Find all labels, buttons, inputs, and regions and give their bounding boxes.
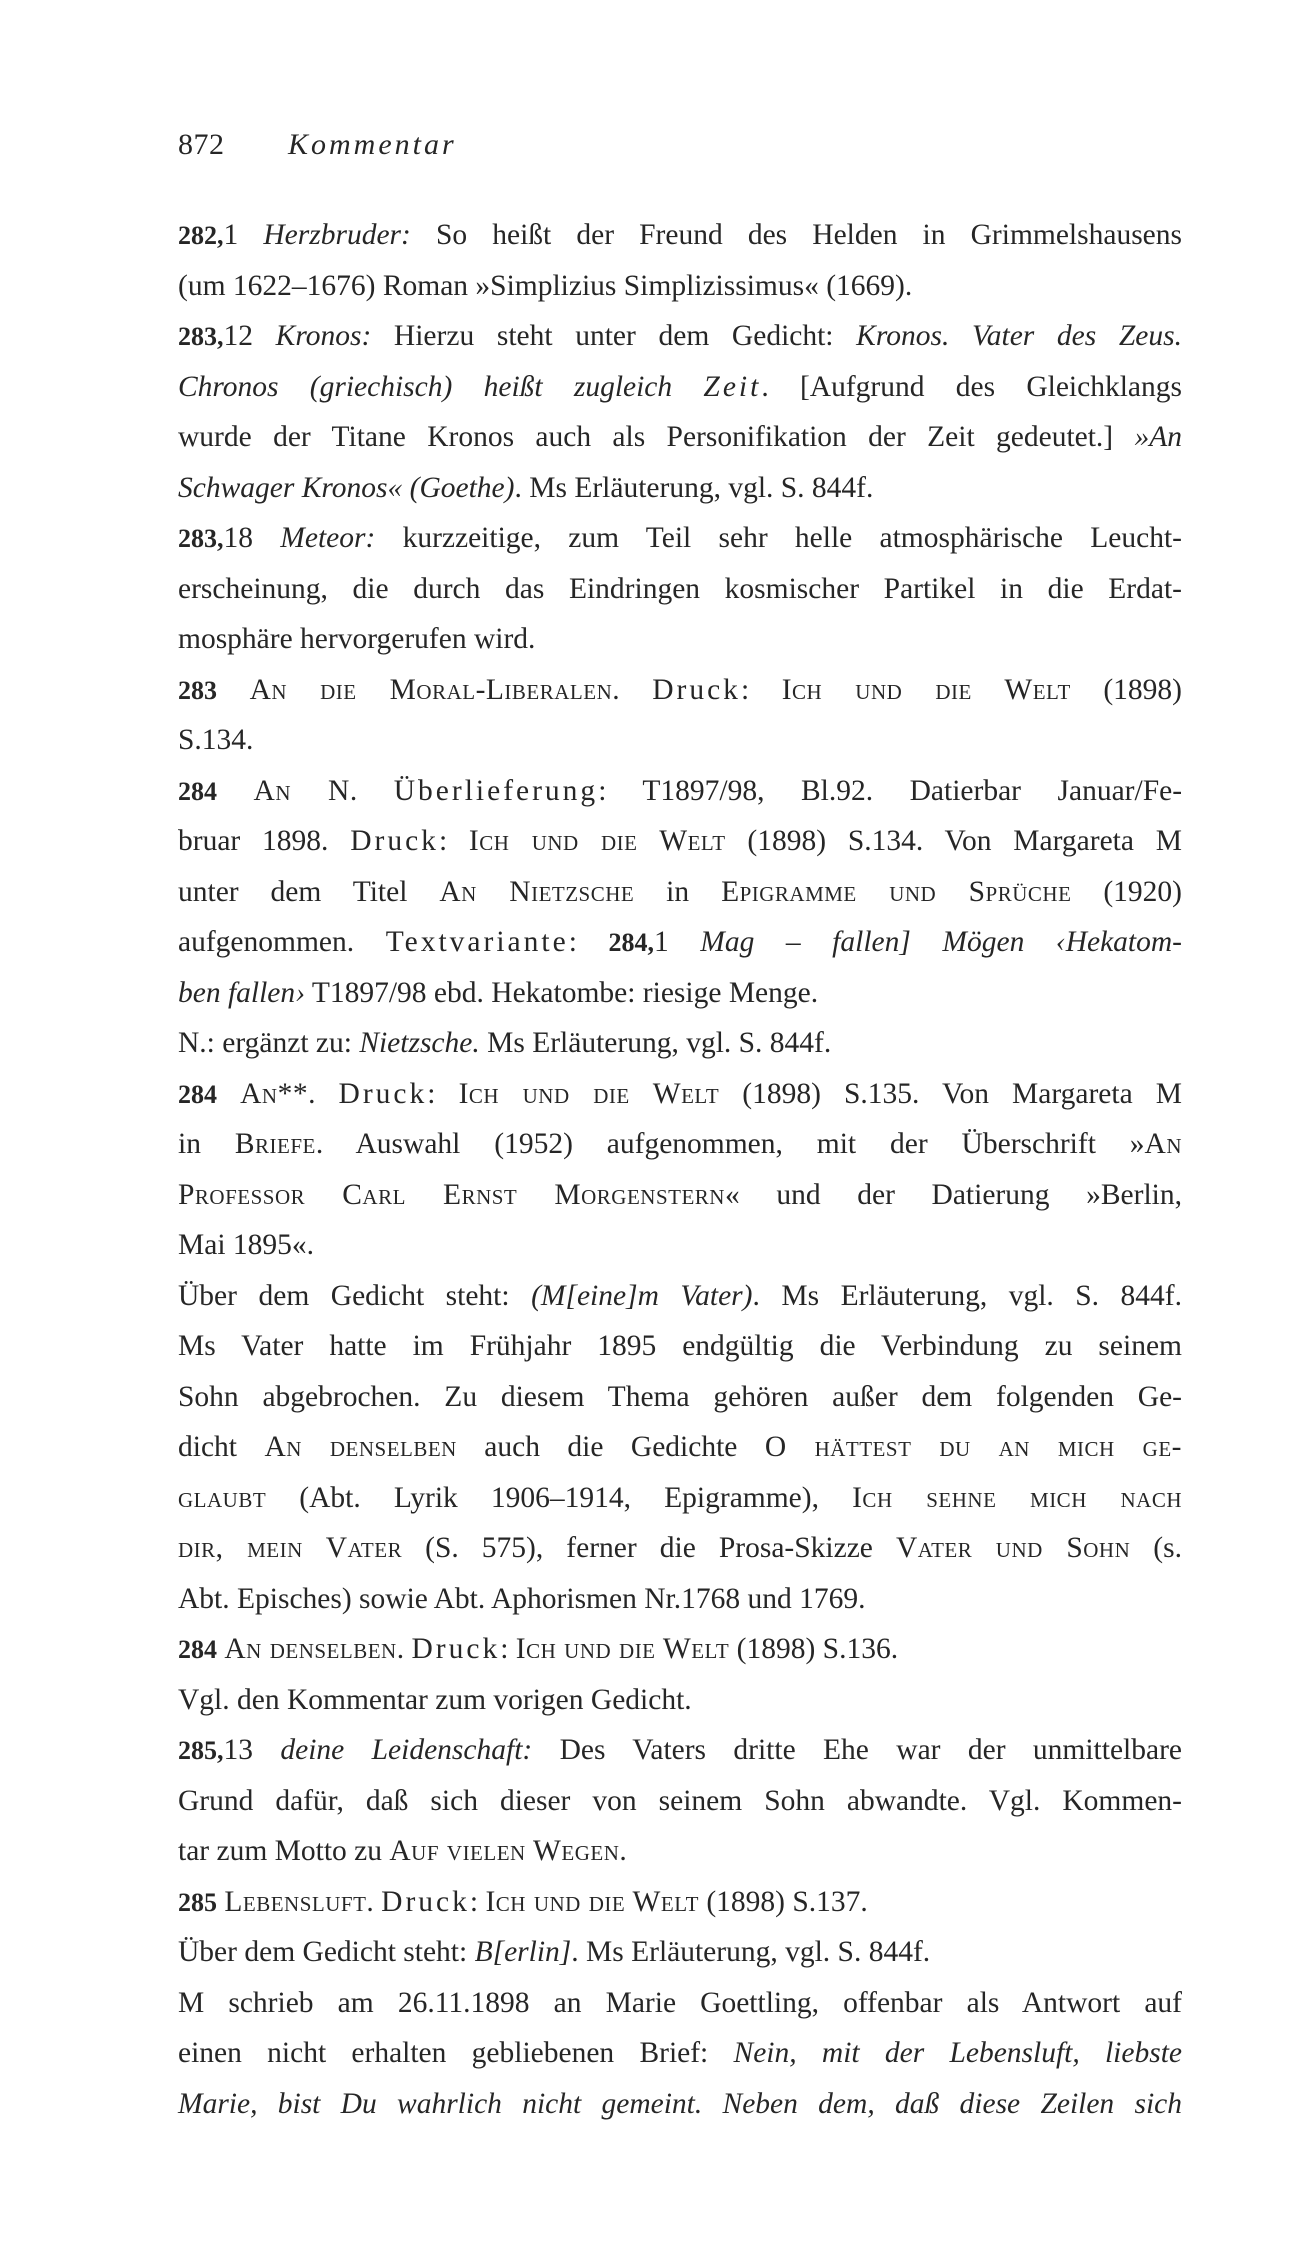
text-segment: (1898) S.137. bbox=[698, 1885, 868, 1918]
text-segment: : bbox=[469, 1885, 486, 1918]
text-segment bbox=[217, 775, 254, 807]
entry-reference: 282, bbox=[178, 221, 224, 250]
text-line bbox=[178, 1877, 1182, 1928]
title-smallcaps: An bbox=[1144, 1128, 1183, 1160]
text-segment: : bbox=[740, 673, 782, 706]
text-segment: . Ms Erläuterung, vgl. S. 844f. bbox=[514, 471, 874, 504]
italic-text: Herzbruder: bbox=[263, 219, 411, 251]
spaced-label: Druck bbox=[338, 1077, 428, 1110]
title-smallcaps: An die Moral-Liberalen bbox=[249, 673, 613, 706]
title-smallcaps: An Nietzsche bbox=[439, 875, 635, 908]
text-segment: Ms Erläuterung, vgl. S. 844f. bbox=[479, 1027, 832, 1059]
entry-reference: 283, bbox=[178, 322, 224, 351]
text-segment: (um 1622–1676) Roman »Simplizius Simplizissimus« (1669). bbox=[178, 269, 913, 302]
title-smallcaps: Vater und Sohn bbox=[895, 1532, 1131, 1564]
text-line bbox=[178, 665, 1182, 716]
entry-reference: 285 bbox=[178, 1887, 217, 1917]
text-segment: erscheinung, die durch das Eindringen kosmischer Partikel in die Erdat- bbox=[178, 572, 1182, 605]
title-smallcaps: Auf vielen Wegen bbox=[389, 1835, 620, 1867]
text-segment: 12 bbox=[223, 320, 276, 352]
text-segment: 13 bbox=[223, 1734, 281, 1766]
text-line bbox=[178, 1473, 1182, 1524]
text-segment: : bbox=[500, 1633, 516, 1665]
text-line bbox=[178, 1927, 1182, 1978]
text-segment: in bbox=[178, 1128, 235, 1160]
text-segment: . Auswahl (1952) aufgenommen, mit der Überschrift » bbox=[315, 1128, 1145, 1160]
text-segment: Über dem Gedicht steht: bbox=[178, 1936, 475, 1968]
text-line bbox=[178, 1776, 1182, 1827]
text-line bbox=[178, 1725, 1182, 1776]
italic-text: »An bbox=[1134, 421, 1182, 453]
italic-text: Chronos (griechisch) heißt zugleich bbox=[178, 370, 704, 403]
italic-text: Zeit bbox=[703, 370, 762, 403]
text-segment: (1898) S.135. Von Margareta M bbox=[719, 1077, 1183, 1110]
text-line bbox=[178, 1069, 1182, 1120]
text-segment: wurde der Titane Kronos auch als Personifikation der Zeit gedeutet.] bbox=[178, 421, 1135, 453]
text-line bbox=[178, 1422, 1182, 1473]
text-segment: N.: ergänzt zu: bbox=[178, 1027, 360, 1059]
spaced-label: Druck bbox=[411, 1633, 501, 1665]
text-line bbox=[178, 1119, 1182, 1170]
entry-reference: 284, bbox=[608, 928, 654, 957]
text-line bbox=[178, 311, 1182, 362]
italic-text: Schwager Kronos« (Goethe) bbox=[178, 471, 515, 504]
text-segment: S.134. bbox=[178, 724, 254, 756]
title-smallcaps: O hättest du an mich ge- bbox=[764, 1431, 1182, 1463]
text-segment: . bbox=[349, 774, 394, 807]
spaced-label: Druck bbox=[350, 825, 439, 857]
commentary-body bbox=[178, 210, 1182, 2129]
text-segment: : bbox=[568, 926, 609, 958]
title-smallcaps: Ich und die Welt bbox=[781, 673, 1071, 706]
text-line bbox=[178, 1624, 1182, 1675]
title-smallcaps: Briefe bbox=[234, 1128, 316, 1160]
entry-reference: 285, bbox=[178, 1736, 224, 1765]
text-segment: T1897/98 ebd. Hekatombe: riesige Menge. bbox=[304, 976, 819, 1009]
text-line bbox=[178, 766, 1182, 817]
italic-text: Nein, mit der Lebensluft, liebste bbox=[733, 2037, 1182, 2069]
text-line bbox=[178, 2028, 1182, 2079]
text-line bbox=[178, 261, 1182, 312]
text-segment bbox=[217, 1078, 240, 1110]
italic-text: Kronos: bbox=[275, 320, 372, 352]
italic-text: Meteor: bbox=[280, 522, 376, 554]
text-line bbox=[178, 1321, 1182, 1372]
text-segment: einen nicht erhalten gebliebenen Brief: bbox=[178, 2037, 734, 2069]
text-segment: « und der Datierung »Berlin, bbox=[724, 1178, 1182, 1211]
text-segment: (Abt. Lyrik 1906–1914, Epigramme), bbox=[266, 1481, 853, 1514]
text-segment: Abt. Episches) sowie Abt. Aphorismen Nr.1768 und 1769. bbox=[178, 1582, 866, 1615]
spaced-label: Druck bbox=[381, 1885, 470, 1918]
italic-text: B[erlin] bbox=[474, 1936, 572, 1968]
text-segment: in bbox=[634, 875, 722, 908]
title-smallcaps: An** bbox=[240, 1077, 309, 1110]
running-title: Kommentar bbox=[288, 128, 457, 161]
text-segment: Des Vaters dritte Ehe war der unmittelbare bbox=[532, 1734, 1182, 1766]
text-segment: 1 bbox=[223, 219, 264, 251]
entry-reference: 284 bbox=[178, 776, 217, 806]
italic-text: Mag – fallen] Mögen ‹Hekatom- bbox=[700, 926, 1183, 958]
text-segment: : T1897/98, Bl.92. Datierbar Januar/Fe- bbox=[598, 774, 1183, 807]
text-segment: M schrieb am 26.11.1898 an Marie Goettling, offenbar als Antwort auf bbox=[178, 1986, 1182, 2019]
title-smallcaps: An denselben bbox=[224, 1633, 397, 1665]
text-segment: tar zum Motto zu bbox=[178, 1835, 390, 1867]
text-line bbox=[178, 513, 1182, 564]
spaced-label: Druck bbox=[652, 673, 741, 706]
text-segment: . Ms Erläuterung, vgl. S. 844f. bbox=[571, 1936, 931, 1968]
text-line bbox=[178, 968, 1182, 1019]
text-line bbox=[178, 867, 1182, 918]
text-segment: Grund dafür, daß sich dieser von seinem Sohn abwandte. Vgl. Kommen- bbox=[178, 1784, 1182, 1817]
title-smallcaps: An N bbox=[253, 774, 350, 807]
text-segment: 1 bbox=[653, 926, 701, 958]
text-segment: mosphäre hervorgerufen wird. bbox=[178, 623, 536, 655]
text-segment: (s. bbox=[1130, 1532, 1182, 1564]
title-smallcaps: An denselben bbox=[264, 1431, 457, 1463]
title-smallcaps: glaubt bbox=[178, 1481, 267, 1514]
text-segment: Über dem Gedicht steht: bbox=[178, 1279, 532, 1312]
page-number: 872 bbox=[178, 128, 225, 161]
entry-reference: 283, bbox=[178, 524, 224, 553]
title-smallcaps: Ich und die Welt bbox=[485, 1885, 699, 1918]
text-line bbox=[178, 412, 1182, 463]
text-line bbox=[178, 917, 1182, 968]
text-segment: unter dem Titel bbox=[178, 875, 440, 908]
text-segment: . bbox=[612, 673, 653, 706]
title-smallcaps: Ich und die Welt bbox=[515, 1633, 730, 1665]
text-segment: dicht bbox=[178, 1431, 265, 1463]
text-line bbox=[178, 1826, 1182, 1877]
text-segment: : bbox=[427, 1077, 459, 1110]
italic-text: ben fallen› bbox=[178, 976, 305, 1009]
text-segment: . bbox=[366, 1885, 382, 1918]
text-line bbox=[178, 1574, 1182, 1625]
text-line bbox=[178, 1220, 1182, 1271]
italic-text: Kronos. Vater des Zeus. bbox=[856, 320, 1182, 352]
text-line bbox=[178, 1675, 1182, 1726]
text-segment: aufgenommen. bbox=[178, 926, 386, 958]
title-smallcaps: Lebensluft bbox=[224, 1885, 367, 1918]
text-segment: So heißt der Freund des Helden in Grimmelshausens bbox=[410, 219, 1183, 251]
text-segment: 18 bbox=[223, 522, 281, 554]
text-segment: auch die Gedichte bbox=[456, 1431, 765, 1463]
text-line bbox=[178, 1372, 1182, 1423]
text-segment: Mai 1895«. bbox=[178, 1229, 315, 1261]
title-smallcaps: Ich sehne mich nach bbox=[852, 1481, 1182, 1514]
entry-reference: 284 bbox=[178, 1635, 217, 1664]
title-smallcaps: Ich und die Welt bbox=[458, 1077, 720, 1110]
text-line bbox=[178, 1271, 1182, 1322]
text-segment: (1898) S.134. Von Margareta M bbox=[725, 825, 1182, 857]
text-segment: : bbox=[438, 825, 469, 857]
text-segment: . Ms Erläuterung, vgl. S. 844f. bbox=[752, 1279, 1183, 1312]
entry-reference: 284 bbox=[178, 1079, 217, 1109]
text-segment: Vgl. den Kommentar zum vorigen Gedicht. bbox=[178, 1683, 692, 1716]
spaced-label: Textvariante bbox=[385, 926, 569, 958]
text-segment: (1898) bbox=[1070, 673, 1182, 706]
text-segment: kurzzeitige, zum Teil sehr helle atmosphärische Leucht- bbox=[375, 522, 1183, 554]
italic-text: deine Leidenschaft: bbox=[280, 1734, 533, 1766]
text-line bbox=[178, 2079, 1182, 2130]
spaced-label: Überlieferung bbox=[393, 774, 599, 807]
text-line bbox=[178, 1978, 1182, 2029]
text-segment: . bbox=[619, 1835, 627, 1867]
title-smallcaps: Epigramme und Sprüche bbox=[721, 875, 1072, 908]
text-segment: Hierzu steht unter dem Gedicht: bbox=[371, 320, 857, 352]
text-line bbox=[178, 614, 1182, 665]
entry-reference: 283 bbox=[178, 675, 217, 705]
title-smallcaps: Professor Carl Ernst Morgenstern bbox=[178, 1178, 725, 1211]
text-line bbox=[178, 715, 1182, 766]
text-segment bbox=[217, 674, 250, 706]
italic-text: Nietzsche. bbox=[359, 1027, 480, 1059]
italic-text: (M[eine]m Vater) bbox=[531, 1279, 753, 1312]
text-segment: Ms Vater hatte im Frühjahr 1895 endgültig die Verbindung zu seinem bbox=[178, 1330, 1182, 1362]
text-segment: . bbox=[396, 1633, 412, 1665]
title-smallcaps: dir, mein Vater bbox=[178, 1532, 403, 1564]
text-segment: . [Aufgrund des Gleichklangs bbox=[761, 370, 1182, 403]
text-line bbox=[178, 1018, 1182, 1069]
text-segment: (1898) S.136. bbox=[729, 1633, 899, 1665]
text-segment: (S. 575), ferner die Prosa-Skizze bbox=[402, 1532, 896, 1564]
text-segment: (1920) bbox=[1071, 875, 1182, 908]
text-segment: bruar 1898. bbox=[178, 825, 351, 857]
text-segment: . bbox=[308, 1077, 339, 1110]
text-segment: Sohn abgebrochen. Zu diesem Thema gehören außer dem folgenden Ge- bbox=[178, 1380, 1182, 1413]
page-header bbox=[178, 128, 457, 162]
text-line bbox=[178, 463, 1182, 514]
italic-text: Marie, bist Du wahrlich nicht gemeint. Neben dem, daß diese Zeilen sich bbox=[178, 2087, 1182, 2120]
text-line bbox=[178, 1170, 1182, 1221]
text-line bbox=[178, 362, 1182, 413]
text-line bbox=[178, 1523, 1182, 1574]
text-line bbox=[178, 210, 1182, 261]
text-line bbox=[178, 816, 1182, 867]
title-smallcaps: Ich und die Welt bbox=[468, 825, 726, 857]
text-line bbox=[178, 564, 1182, 615]
